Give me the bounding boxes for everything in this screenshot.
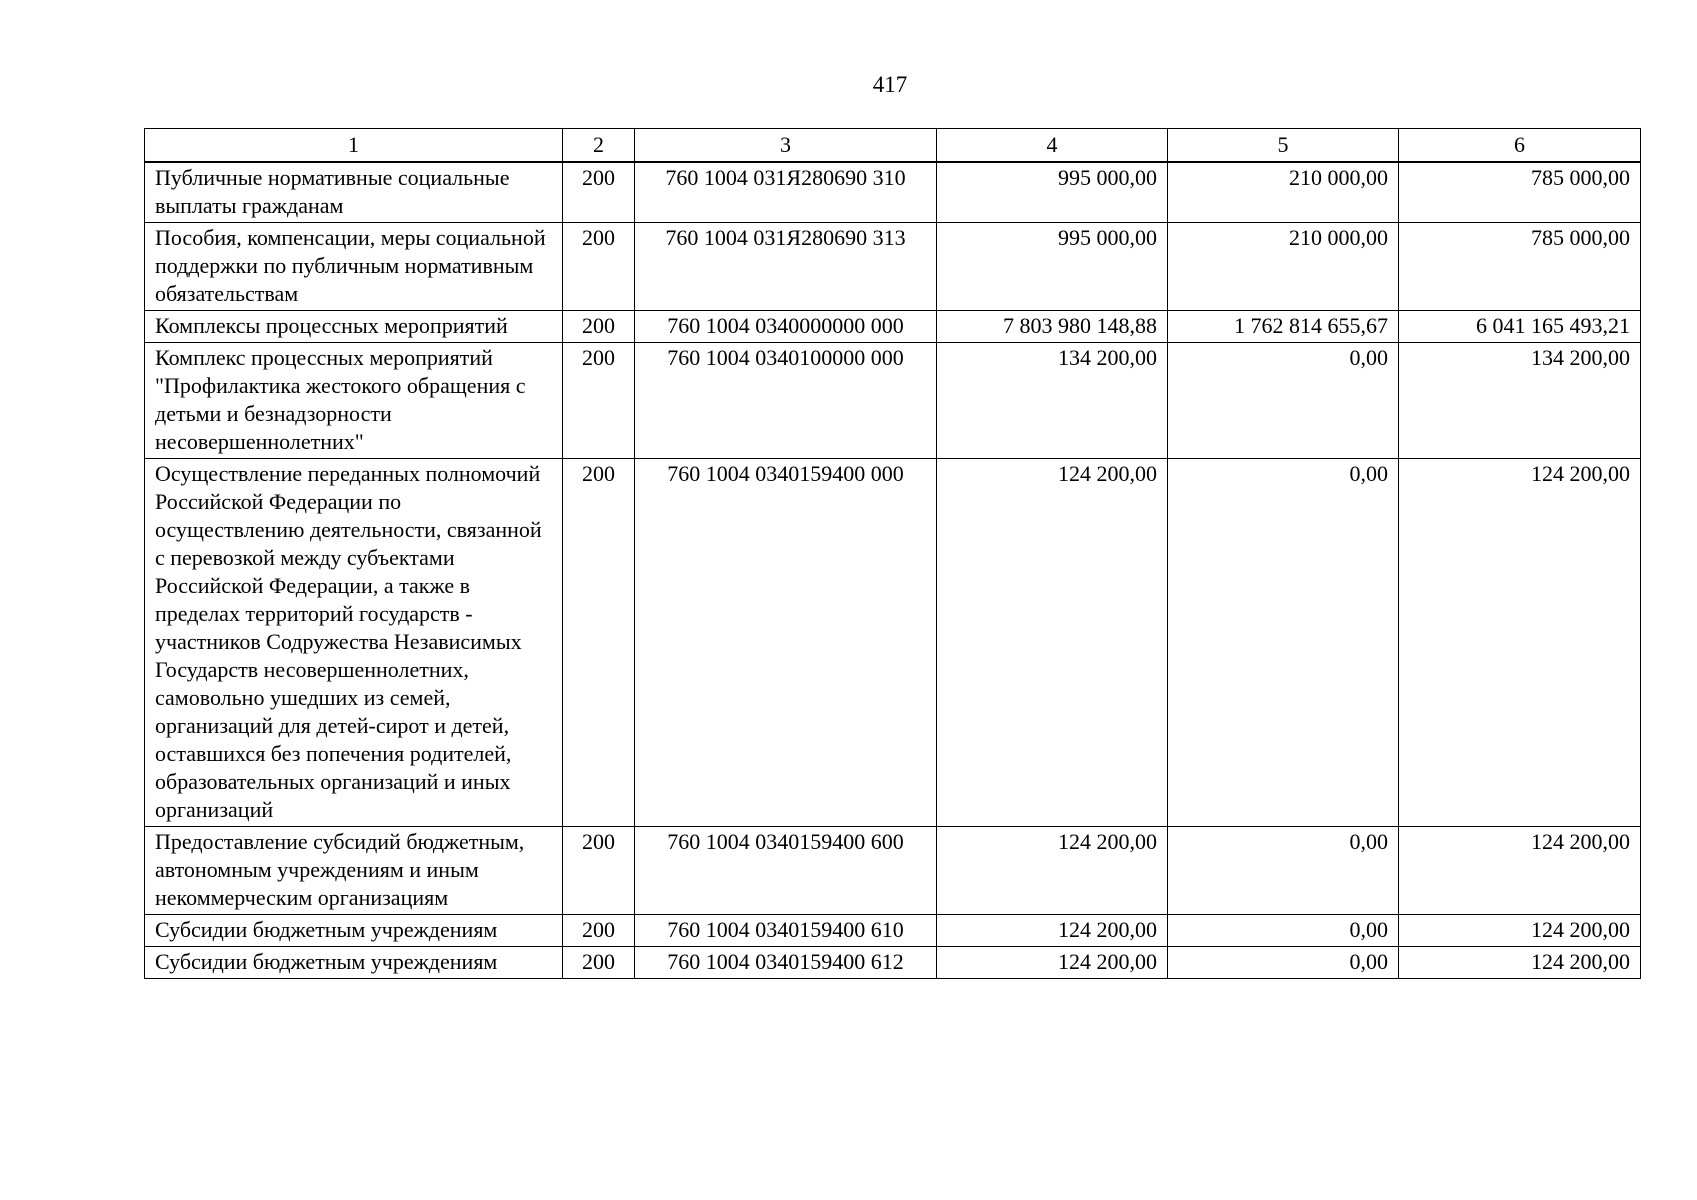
row-col5: 210 000,00 (1168, 223, 1399, 311)
row-name: Осуществление переданных полномочий Российской Федерации по осуществлению деятельности, связанной с перевозкой между субъектами Российской Федерации, а также в пределах территорий государств - участников Содружества Независимых Государств несовершеннолетних, самовольно ушедших из семей, организаций для детей-сирот и детей, оставшихся без попечения родителей, образовательных организаций и иных организаций (145, 459, 563, 827)
row-col6: 785 000,00 (1399, 223, 1641, 311)
row-col5: 0,00 (1168, 343, 1399, 459)
table-row (145, 162, 1641, 223)
row-code: 760 1004 0340159400 600 (635, 827, 937, 915)
page-number: 417 (872, 72, 908, 97)
table-header-row (145, 129, 1641, 163)
row-code: 760 1004 0340159400 610 (635, 915, 937, 947)
row-col4: 995 000,00 (937, 223, 1168, 311)
row-col5: 0,00 (1168, 947, 1399, 979)
column-header: 4 (937, 129, 1168, 163)
table-row (145, 343, 1641, 459)
row-col4: 124 200,00 (937, 947, 1168, 979)
row-col2: 200 (563, 915, 635, 947)
column-header: 2 (563, 129, 635, 163)
row-code: 760 1004 0340000000 000 (635, 311, 937, 343)
row-col4: 124 200,00 (937, 915, 1168, 947)
row-col6: 134 200,00 (1399, 343, 1641, 459)
table-row (145, 915, 1641, 947)
row-code: 760 1004 0340100000 000 (635, 343, 937, 459)
row-col4: 134 200,00 (937, 343, 1168, 459)
row-code: 760 1004 0340159400 000 (635, 459, 937, 827)
row-col6: 6 041 165 493,21 (1399, 311, 1641, 343)
row-col4: 124 200,00 (937, 459, 1168, 827)
column-header: 3 (635, 129, 937, 163)
row-col6: 124 200,00 (1399, 459, 1641, 827)
row-col6: 124 200,00 (1399, 947, 1641, 979)
row-name: Комплексы процессных мероприятий (145, 311, 563, 343)
table-row (145, 223, 1641, 311)
row-col5: 1 762 814 655,67 (1168, 311, 1399, 343)
row-name: Субсидии бюджетным учреждениям (145, 947, 563, 979)
row-col5: 0,00 (1168, 459, 1399, 827)
row-name: Пособия, компенсации, меры социальной поддержки по публичным нормативным обязательствам (145, 223, 563, 311)
column-header: 6 (1399, 129, 1641, 163)
table-row (145, 827, 1641, 915)
row-col2: 200 (563, 162, 635, 223)
row-name: Публичные нормативные социальные выплаты гражданам (145, 162, 563, 223)
row-code: 760 1004 031Я280690 313 (635, 223, 937, 311)
row-col2: 200 (563, 459, 635, 827)
row-col4: 7 803 980 148,88 (937, 311, 1168, 343)
row-col2: 200 (563, 827, 635, 915)
row-code: 760 1004 0340159400 612 (635, 947, 937, 979)
table-row (145, 947, 1641, 979)
row-col5: 210 000,00 (1168, 162, 1399, 223)
table-row (145, 459, 1641, 827)
row-name: Предоставление субсидий бюджетным, автономным учреждениям и иным некоммерческим организациям (145, 827, 563, 915)
row-col6: 785 000,00 (1399, 162, 1641, 223)
row-name: Комплекс процессных мероприятий "Профилактика жестокого обращения с детьми и безнадзорности несовершеннолетних" (145, 343, 563, 459)
row-col5: 0,00 (1168, 827, 1399, 915)
row-col2: 200 (563, 343, 635, 459)
row-col2: 200 (563, 311, 635, 343)
column-header: 1 (145, 129, 563, 163)
row-col4: 124 200,00 (937, 827, 1168, 915)
table-row (145, 311, 1641, 343)
row-col2: 200 (563, 947, 635, 979)
row-col2: 200 (563, 223, 635, 311)
row-col6: 124 200,00 (1399, 915, 1641, 947)
row-col5: 0,00 (1168, 915, 1399, 947)
row-col4: 995 000,00 (937, 162, 1168, 223)
row-code: 760 1004 031Я280690 310 (635, 162, 937, 223)
row-col6: 124 200,00 (1399, 827, 1641, 915)
budget-table (144, 128, 1641, 979)
column-header: 5 (1168, 129, 1399, 163)
row-name: Субсидии бюджетным учреждениям (145, 915, 563, 947)
